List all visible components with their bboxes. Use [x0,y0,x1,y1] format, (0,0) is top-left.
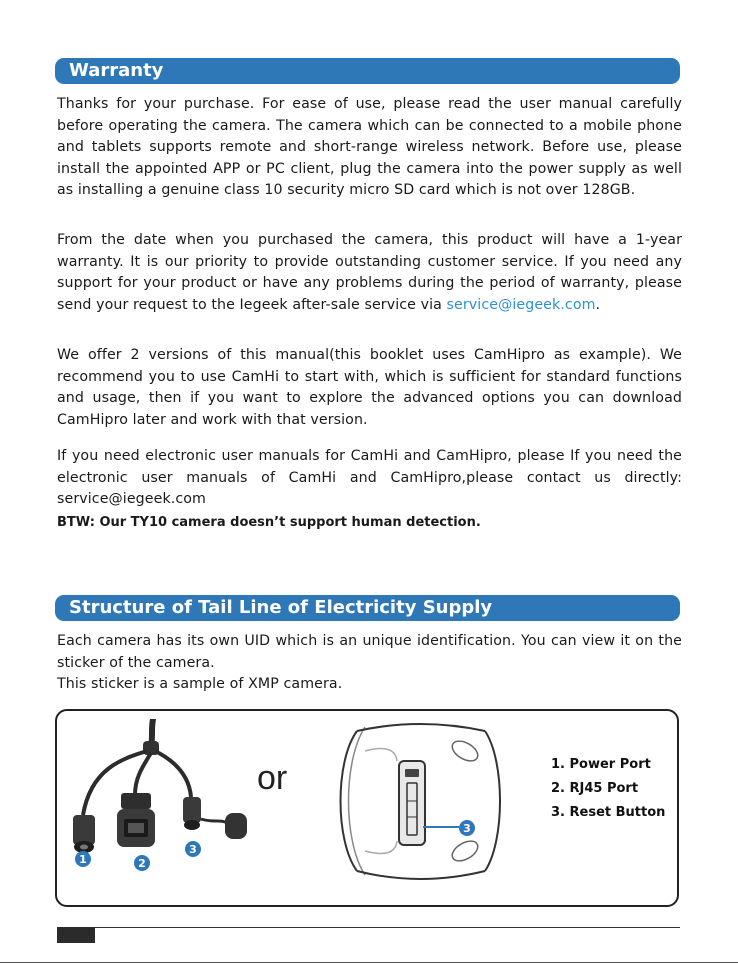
camera-port-illustration [335,721,505,881]
warranty-paragraph-2 [57,230,682,316]
warranty-paragraph-2-end: . [595,296,601,313]
warranty-paragraph-1: Thanks for your purchase. For ease of use, please read the user manual carefully before operating the camera. The camera which can be connected to a mobile phone and tablets supports remote and short-range wireless network. Before use, please install the appointed APP or PC client, plug the camera into the power supply as well as installing a genuine class 10 security micro SD card which is not over 128GB. [57,96,682,198]
marker-3-camera-label: 3 [463,822,471,835]
warranty-paragraph-2-text: From the date when you purchased the camera, this product will have a 1-year warranty. It is our priority to provide outstanding customer service. If you need any support for your product or have any problems during the period of warranty, please send your request to the Iegeek after-sale service via [57,232,682,313]
or-label: or [257,759,288,797]
structure-paragraph: Each camera has its own UID which is an unique identification. You can view it on the sticker of the camera. This sticker is a sample of XMP camera. [57,633,682,692]
legend-reset-button: 3. Reset Button [551,805,666,820]
marker-3-camera-icon [457,818,477,838]
tail-line-figure [55,709,679,907]
page-bottom-edge [0,962,738,963]
marker-3-icon [183,839,203,859]
marker-1-label: 1 [79,853,87,866]
marker-3-label: 3 [189,843,197,856]
marker-2-label: 2 [138,857,146,870]
warranty-heading: Warranty [55,58,680,84]
structure-heading: Structure of Tail Line of Electricity Supply [55,595,680,621]
legend-power-port: 1. Power Port [551,757,651,772]
footer-page-marker [57,927,95,943]
btw-note: BTW: Our TY10 camera doesn’t support human detection. [57,515,481,530]
service-email-link[interactable]: service@iegeek.com [446,296,596,313]
warranty-paragraph-4: If you need electronic user manuals for CamHi and CamHipro, please If you need the electronic user manuals of CamHi and CamHipro,please contact us directly: service@iegeek.com [57,448,682,507]
warranty-paragraph-3: We offer 2 versions of this manual(this booklet uses CamHipro as example). We recommend you to use CamHi to start with, which is sufficient for standard functions and usage, then if you want to explore the advanced options you can download CamHipro later and work with that version. [57,347,682,428]
marker-2-icon [132,853,152,873]
footer-divider [95,927,680,928]
marker-1-icon [73,849,93,869]
legend-rj45-port: 2. RJ45 Port [551,781,639,796]
